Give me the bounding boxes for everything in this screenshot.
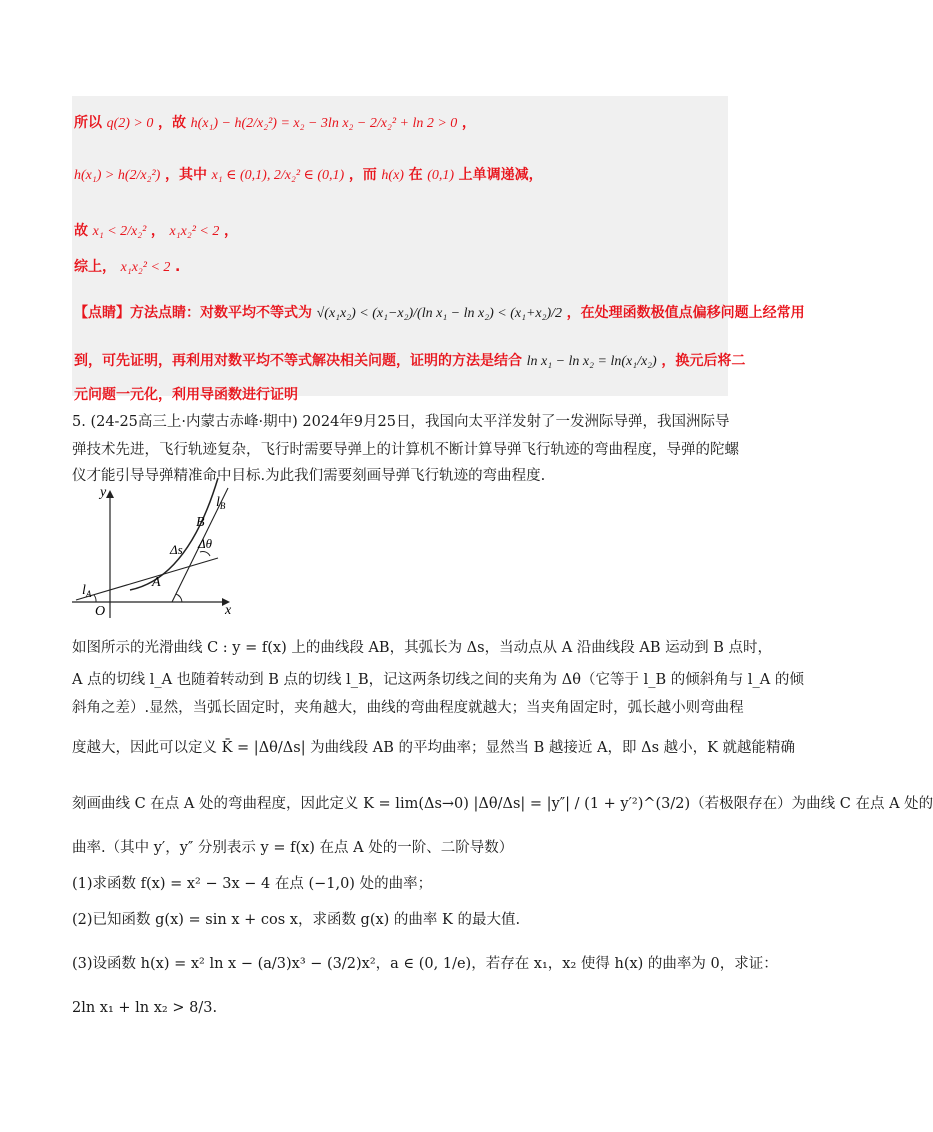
y-axis-arrow-icon xyxy=(106,490,114,498)
formula: x₁ < 2/x₂² xyxy=(92,224,147,239)
problem-intro-3: 仪才能引导导弹精准命中目标.为此我们需要刻画导弹飞行轨迹的弯曲程度. xyxy=(72,468,546,484)
label-l-b: $l_B$ xyxy=(216,495,226,511)
angle-arc-a xyxy=(94,595,96,602)
comment-tag: 【点睛】 xyxy=(74,305,130,321)
definition-line-5: 刻画曲线 C 在点 A 处的弯曲程度，因此定义 K = lim(Δs→0) |Δθ/Δs| = |y″| / (1 + y′²)^(3/2)（若极限存在）为曲线 C 在点 A 处的 xyxy=(72,796,933,812)
label-point-a: A xyxy=(152,575,161,590)
problem-number: 5. xyxy=(72,414,86,430)
comment-line-3: 元问题一元化，利用导函数进行证明 xyxy=(74,387,298,403)
formula: (0,1) xyxy=(427,168,455,183)
problem-header: 5. (24-25高三上·内蒙古赤峰·期中) 2024年9月25日，我国向太平洋发射了一发洲际导弹，我国洲际导 xyxy=(72,414,730,430)
problem-intro-2: 弹技术先进，飞行轨迹复杂，飞行时需要导弹上的计算机不断计算导弹飞行轨迹的弯曲程度，导弹的陀螺 xyxy=(72,442,739,458)
question-3-claim: 2ln x₁ + ln x₂ > 8/3. xyxy=(72,1000,218,1016)
angle-arc-b xyxy=(176,594,182,602)
label-delta-s: Δs xyxy=(170,542,183,557)
label-x: x xyxy=(225,603,232,618)
definition-line-1: 如图所示的光滑曲线 C : y = f(x) 上的曲线段 AB，其弧长为 Δs，当动点从 A 沿曲线段 AB 运动到 B 点时， xyxy=(72,640,772,656)
solution-line-3: 故 x₁ < 2/x₂² ， x₁x₂² < 2 ， xyxy=(74,223,238,239)
question-1: (1)求函数 f(x) = x² − 3x − 4 在点 (−1,0) 处的曲率； xyxy=(72,876,433,892)
formula: x₁ ∈ (0,1), 2/x₂² ∈ (0,1) xyxy=(211,168,345,183)
tangent-line-a xyxy=(76,558,218,600)
label-l-a: $l_A$ xyxy=(82,583,92,599)
solution-line-4: 综上， x₁x₂² < 2 . xyxy=(74,259,181,275)
formula: q(2) > 0 xyxy=(106,116,154,131)
definition-line-3: 斜角之差）.显然，当弧长固定时，夹角越大，曲线的弯曲程度就越大；当夹角固定时，弧长越小则弯曲程 xyxy=(72,700,744,716)
comment-line-1: 【点睛】方法点睛：对数平均不等式为 √(x₁x₂) < (x₁−x₂)/(ln x₁ − ln x₂) < (x₁+x₂)/2 ，在处理函数极值点偏移问题上经常用 xyxy=(74,305,805,321)
formula: h(x) xyxy=(381,168,404,183)
definition-line-2: A 点的切线 l_A 也随着转动到 B 点的切线 l_B，记这两条切线之间的夹角为 Δθ（它等于 l_B 的倾斜角与 l_A 的倾 xyxy=(72,672,804,688)
comment-line-2: 到，可先证明，再利用对数平均不等式解决相关问题，证明的方法是结合 ln x₁ − ln x₂ = ln(x₁/x₂) ，换元后将二 xyxy=(74,353,746,369)
question-2: (2)已知函数 g(x) = sin x + cos x，求函数 g(x) 的曲率 K 的最大值. xyxy=(72,912,521,928)
formula: x₁x₂² < 2 xyxy=(169,224,220,239)
solution-line-1: 所以 q(2) > 0 ，故 h(x₁) − h(2/x₂²) = x₂ − 3ln x₂ − 2/x₂² + ln 2 > 0 ， xyxy=(74,115,476,131)
curvature-figure xyxy=(70,482,250,622)
label-y: y xyxy=(100,485,107,500)
formula: h(x₁) > h(2/x₂²) xyxy=(74,168,161,183)
formula: x₁x₂² < 2 xyxy=(120,260,171,275)
label-delta-theta: Δθ xyxy=(198,536,213,551)
formula: ln x₁ − ln x₂ = ln(x₁/x₂) xyxy=(526,354,657,369)
formula: √(x₁x₂) < (x₁−x₂)/(ln x₁ − ln x₂) < (x₁+x₂)/2 xyxy=(316,306,563,321)
solution-line-2: h(x₁) > h(2/x₂²) ，其中 x₁ ∈ (0,1), 2/x₂² ∈ (0,1) ，而 h(x) 在 (0,1) 上单调递减， xyxy=(74,167,543,183)
question-3: (3)设函数 h(x) = x² ln x − (a/3)x³ − (3/2)x²，a ∈ (0, 1/e)，若存在 x₁，x₂ 使得 h(x) 的曲率为 0，求证： xyxy=(72,956,778,972)
definition-line-4: 度越大，因此可以定义 K̄ = |Δθ/Δs| 为曲线段 AB 的平均曲率；显然当 B 越接近 A，即 Δs 越小，K 就越能精确 xyxy=(72,740,796,756)
problem-source: (24-25高三上·内蒙古赤峰·期中) xyxy=(90,414,298,430)
label-point-b: B xyxy=(196,515,205,530)
delta-theta-arc xyxy=(200,551,210,556)
label-origin: O xyxy=(95,604,106,619)
formula: h(x₁) − h(2/x₂²) = x₂ − 3ln x₂ − 2/x₂² + ln 2 > 0 xyxy=(190,116,458,131)
definition-line-6: 曲率.（其中 y′，y″ 分别表示 y = f(x) 在点 A 处的一阶、二阶导数） xyxy=(72,840,514,856)
